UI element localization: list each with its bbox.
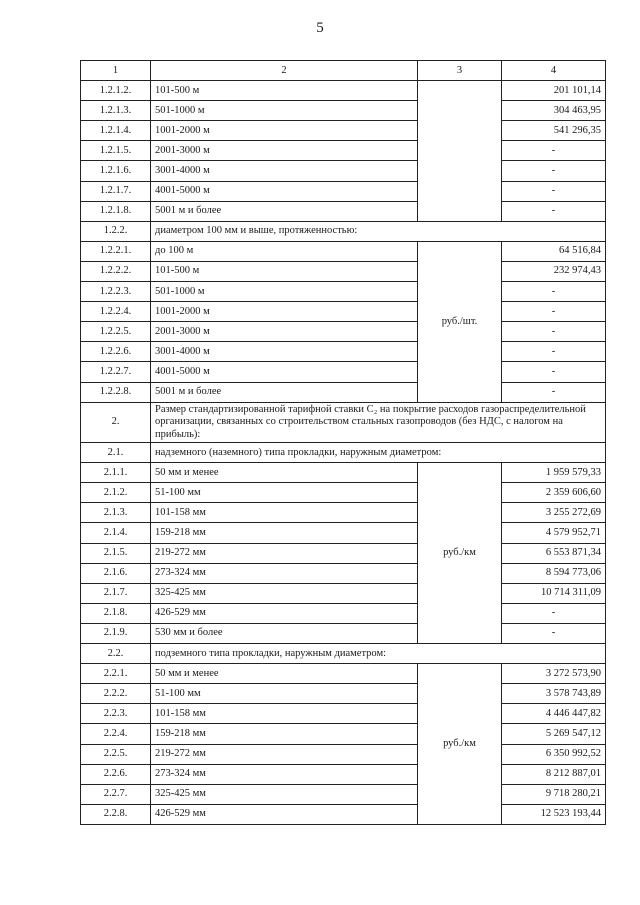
table-row: [81, 181, 606, 201]
table-row: [81, 804, 606, 824]
row-description: 101-158 мм: [151, 704, 418, 724]
row-number: 2.2.2.: [81, 684, 151, 704]
table-row: [81, 563, 606, 583]
row-description: 219-272 мм: [151, 744, 418, 764]
row-description: 273-324 мм: [151, 764, 418, 784]
row-number: 2.1.9.: [81, 623, 151, 643]
column-header: 1: [81, 61, 151, 81]
row-description: 5001 м и более: [151, 382, 418, 402]
row-number: 2.2.6.: [81, 764, 151, 784]
unit-cell: руб./шт.: [418, 241, 502, 402]
row-description: 5001 м и более: [151, 201, 418, 221]
row-value: 232 974,43: [502, 261, 606, 281]
section-row: [81, 402, 606, 443]
row-description: 426-529 мм: [151, 804, 418, 824]
section-description: подземного типа прокладки, наружным диаметром:: [151, 644, 606, 664]
row-value: 12 523 193,44: [502, 804, 606, 824]
row-value: 3 272 573,90: [502, 664, 606, 684]
table-row: [81, 543, 606, 563]
section-number: 1.2.2.: [81, 221, 151, 241]
row-number: 1.2.2.7.: [81, 362, 151, 382]
row-value: 9 718 280,21: [502, 784, 606, 804]
row-number: 1.2.2.4.: [81, 302, 151, 322]
row-value: -: [502, 362, 606, 382]
row-value: 304 463,95: [502, 101, 606, 121]
row-description: 51-100 мм: [151, 483, 418, 503]
row-number: 2.2.7.: [81, 784, 151, 804]
unit-cell: [418, 81, 502, 222]
row-number: 1.2.1.4.: [81, 121, 151, 141]
section-number: 2.1.: [81, 443, 151, 463]
row-value: 6 350 992,52: [502, 744, 606, 764]
table-row: [81, 523, 606, 543]
row-value: 6 553 871,34: [502, 543, 606, 563]
row-description: 101-158 мм: [151, 503, 418, 523]
row-number: 2.2.1.: [81, 664, 151, 684]
row-number: 1.2.1.6.: [81, 161, 151, 181]
row-description: 1001-2000 м: [151, 121, 418, 141]
row-value: 5 269 547,12: [502, 724, 606, 744]
row-number: 1.2.2.8.: [81, 382, 151, 402]
table-row: [81, 724, 606, 744]
row-number: 1.2.1.7.: [81, 181, 151, 201]
row-description: до 100 м: [151, 241, 418, 261]
row-number: 2.1.1.: [81, 463, 151, 483]
row-description: 2001-3000 м: [151, 322, 418, 342]
unit-cell: руб./км: [418, 463, 502, 644]
row-number: 2.2.4.: [81, 724, 151, 744]
row-number: 1.2.2.3.: [81, 282, 151, 302]
row-number: 2.1.7.: [81, 583, 151, 603]
row-value: 541 296,35: [502, 121, 606, 141]
tariff-table: [80, 60, 606, 825]
table-row: [81, 261, 606, 281]
row-value: 201 101,14: [502, 81, 606, 101]
table-row: [81, 684, 606, 704]
row-number: 1.2.2.1.: [81, 241, 151, 261]
row-description: 4001-5000 м: [151, 362, 418, 382]
table-row: [81, 463, 606, 483]
row-number: 1.2.2.2.: [81, 261, 151, 281]
row-value: 8 212 887,01: [502, 764, 606, 784]
row-number: 2.2.3.: [81, 704, 151, 724]
row-value: 4 579 952,71: [502, 523, 606, 543]
row-number: 2.1.6.: [81, 563, 151, 583]
table-row: [81, 784, 606, 804]
row-value: -: [502, 322, 606, 342]
row-description: 101-500 м: [151, 81, 418, 101]
row-number: 1.2.2.5.: [81, 322, 151, 342]
row-description: 159-218 мм: [151, 724, 418, 744]
row-number: 1.2.1.8.: [81, 201, 151, 221]
row-description: 219-272 мм: [151, 543, 418, 563]
column-header: 2: [151, 61, 418, 81]
table-row: [81, 583, 606, 603]
section-description: Размер стандартизированной тарифной ставки С₂ на покрытие расходов газораспределительной организации, связанных со строительством стальных газопроводов (без НДС, с налогом на прибыль):: [151, 402, 606, 443]
table-row: [81, 603, 606, 623]
row-number: 2.1.8.: [81, 603, 151, 623]
row-value: -: [502, 161, 606, 181]
section-row: [81, 644, 606, 664]
table-row: [81, 322, 606, 342]
table-row: [81, 282, 606, 302]
table-row: [81, 704, 606, 724]
row-description: 101-500 м: [151, 261, 418, 281]
table-row: [81, 141, 606, 161]
row-number: 1.2.2.6.: [81, 342, 151, 362]
column-header: 3: [418, 61, 502, 81]
row-number: 2.1.3.: [81, 503, 151, 523]
row-number: 2.1.2.: [81, 483, 151, 503]
row-description: 2001-3000 м: [151, 141, 418, 161]
table-row: [81, 161, 606, 181]
row-value: -: [502, 302, 606, 322]
row-value: -: [502, 201, 606, 221]
row-description: 4001-5000 м: [151, 181, 418, 201]
row-description: 325-425 мм: [151, 583, 418, 603]
row-value: 10 714 311,09: [502, 583, 606, 603]
row-value: 4 446 447,82: [502, 704, 606, 724]
row-value: 3 578 743,89: [502, 684, 606, 704]
row-value: -: [502, 382, 606, 402]
table-row: [81, 483, 606, 503]
table-row: [81, 764, 606, 784]
row-description: 159-218 мм: [151, 523, 418, 543]
unit-cell: руб./км: [418, 664, 502, 825]
row-number: 2.1.5.: [81, 543, 151, 563]
section-row: [81, 221, 606, 241]
table-row: [81, 101, 606, 121]
row-description: 530 мм и более: [151, 623, 418, 643]
table-row: [81, 362, 606, 382]
table-row: [81, 121, 606, 141]
row-description: 501-1000 м: [151, 101, 418, 121]
row-number: 1.2.1.5.: [81, 141, 151, 161]
table-row: [81, 201, 606, 221]
row-description: 273-324 мм: [151, 563, 418, 583]
row-number: 2.1.4.: [81, 523, 151, 543]
table-row: [81, 664, 606, 684]
row-value: -: [502, 623, 606, 643]
table-row: [81, 503, 606, 523]
section-row: [81, 443, 606, 463]
row-number: 1.2.1.2.: [81, 81, 151, 101]
row-value: 64 516,84: [502, 241, 606, 261]
row-description: 3001-4000 м: [151, 161, 418, 181]
row-value: 3 255 272,69: [502, 503, 606, 523]
row-value: -: [502, 282, 606, 302]
row-value: 2 359 606,60: [502, 483, 606, 503]
table-row: [81, 342, 606, 362]
column-header: 4: [502, 61, 606, 81]
row-number: 1.2.1.3.: [81, 101, 151, 121]
row-description: 50 мм и менее: [151, 664, 418, 684]
table-row: [81, 382, 606, 402]
table-row: [81, 302, 606, 322]
section-number: 2.2.: [81, 644, 151, 664]
row-value: 8 594 773,06: [502, 563, 606, 583]
row-number: 2.2.8.: [81, 804, 151, 824]
table-row: [81, 81, 606, 101]
row-description: 325-425 мм: [151, 784, 418, 804]
row-description: 3001-4000 м: [151, 342, 418, 362]
header-row: [81, 61, 606, 81]
section-description: надземного (наземного) типа прокладки, наружным диаметром:: [151, 443, 606, 463]
table-row: [81, 241, 606, 261]
section-description: диаметром 100 мм и выше, протяженностью:: [151, 221, 606, 241]
row-value: -: [502, 181, 606, 201]
row-description: 50 мм и менее: [151, 463, 418, 483]
row-value: -: [502, 603, 606, 623]
row-description: 1001-2000 м: [151, 302, 418, 322]
row-value: -: [502, 141, 606, 161]
row-value: -: [502, 342, 606, 362]
row-description: 51-100 мм: [151, 684, 418, 704]
page-number: 5: [316, 20, 324, 36]
row-value: 1 959 579,33: [502, 463, 606, 483]
row-description: 501-1000 м: [151, 282, 418, 302]
row-number: 2.2.5.: [81, 744, 151, 764]
table-row: [81, 744, 606, 764]
row-description: 426-529 мм: [151, 603, 418, 623]
table-row: [81, 623, 606, 643]
section-number: 2.: [81, 402, 151, 443]
